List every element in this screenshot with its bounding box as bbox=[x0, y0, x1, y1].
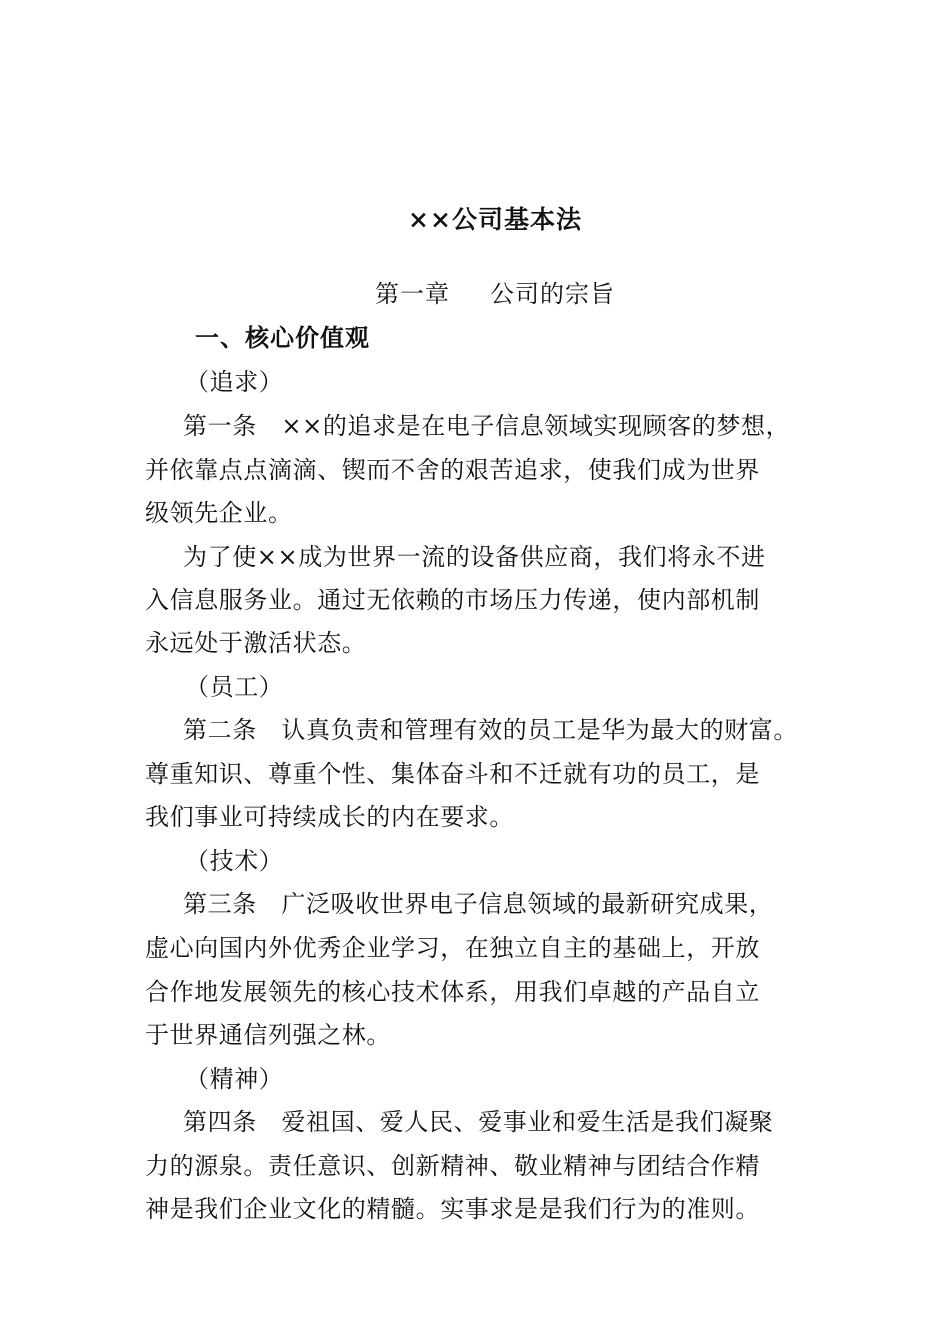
article-1-paragraph-2-line-3: 永远处于激活状态。 bbox=[145, 629, 367, 657]
article-1-paragraph-2-line-1: 为了使××成为世界一流的设备供应商，我们将永不进 bbox=[183, 543, 766, 571]
article-1-line-1: 第一条 ××的追求是在电子信息领域实现顾客的梦想， bbox=[183, 412, 791, 440]
article-3-line-2: 虚心向国内外优秀企业学习，在独立自主的基础上，开放 bbox=[145, 934, 760, 962]
subheading-employees: （员工） bbox=[185, 673, 284, 701]
article-2-line-2: 尊重知识、尊重个性、集体奋斗和不迁就有功的员工，是 bbox=[145, 760, 760, 788]
chapter-number: 第一章 bbox=[375, 280, 450, 308]
article-3-line-1: 第三条 广泛吸收世界电子信息领域的最新研究成果， bbox=[183, 890, 774, 918]
subheading-spirit: （精神） bbox=[185, 1065, 284, 1093]
article-2-line-3: 我们事业可持续成长的内在要求。 bbox=[145, 803, 514, 831]
article-4-line-1: 第四条 爱祖国、爱人民、爱事业和爱生活是我们凝聚 bbox=[183, 1108, 774, 1136]
article-2-line-1: 第二条 认真负责和管理有效的员工是华为最大的财富。 bbox=[183, 716, 798, 744]
subheading-pursuit: （追求） bbox=[185, 368, 284, 396]
article-1-paragraph-2-line-2: 入信息服务业。通过无依赖的市场压力传递，使内部机制 bbox=[145, 586, 760, 614]
article-3-line-3: 合作地发展领先的核心技术体系，用我们卓越的产品自立 bbox=[145, 978, 760, 1006]
section-heading: 一、核心价值观 bbox=[195, 323, 370, 352]
chapter-heading bbox=[0, 274, 950, 309]
article-4-line-3: 神是我们企业文化的精髓。实事求是是我们行为的准则。 bbox=[145, 1195, 760, 1223]
article-1-line-3: 级领先企业。 bbox=[145, 499, 293, 527]
article-4-line-2: 力的源泉。责任意识、创新精神、敬业精神与团结合作精 bbox=[145, 1152, 760, 1180]
article-3-line-4: 于世界通信列强之林。 bbox=[145, 1021, 391, 1049]
subheading-technology: （技术） bbox=[185, 847, 284, 875]
document-title: ××公司基本法 bbox=[408, 205, 582, 234]
chapter-name: 公司的宗旨 bbox=[490, 280, 615, 308]
article-1-line-2: 并依靠点点滴滴、锲而不舍的艰苦追求，使我们成为世界 bbox=[145, 456, 760, 484]
